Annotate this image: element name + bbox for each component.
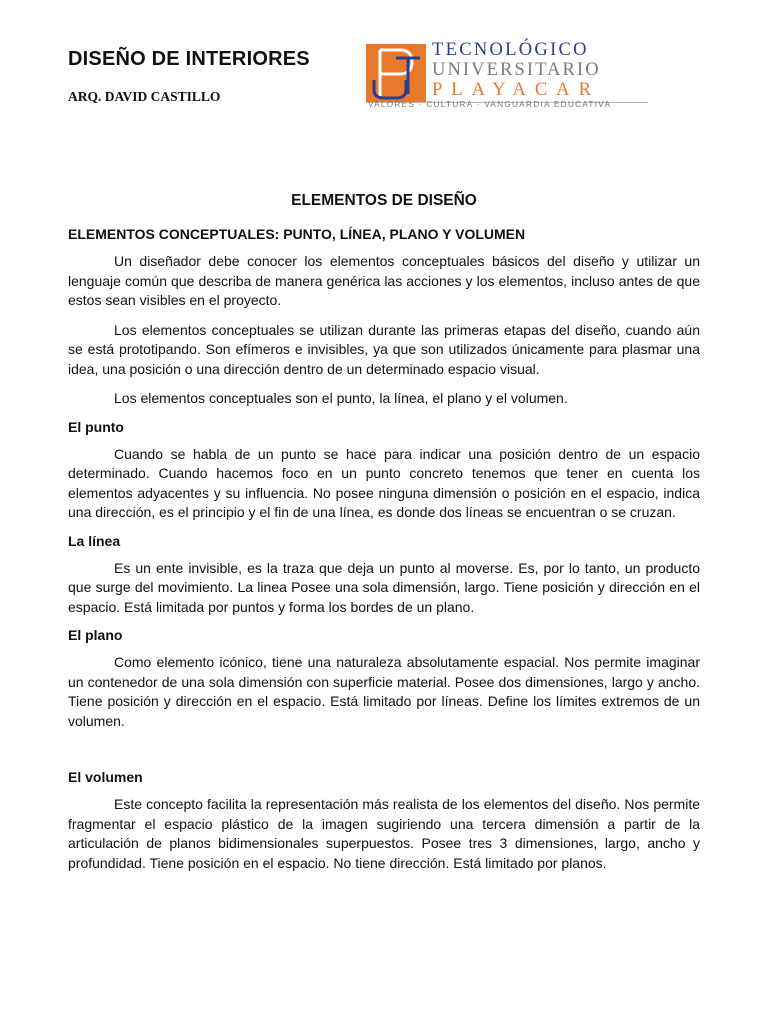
author-name: ARQ. DAVID CASTILLO bbox=[68, 89, 221, 104]
intro-paragraph: Los elementos conceptuales son el punto, la línea, el plano y el volumen. bbox=[114, 390, 568, 406]
section-subtitle: ELEMENTOS CONCEPTUALES: PUNTO, LÍNEA, PLANO Y VOLUMEN bbox=[68, 226, 526, 242]
intro-paragraph: Los elementos conceptuales se utilizan durante las primeras etapas del diseño, cuando aún se está prototipando. Son efímeros e invisibles, ya que son utilizados únicamente para plasmar una idea, una posición o una dirección dentro de un determinado espacio visual. bbox=[68, 321, 700, 377]
heading-plano: El plano bbox=[68, 627, 123, 643]
logo-line-1: TECNOLÓGICO bbox=[432, 40, 589, 60]
logo-line-3: PLAYACAR bbox=[432, 80, 600, 100]
spacer bbox=[68, 741, 700, 769]
paragraph-volumen: Este concepto facilita la representación más realista de los elementos del diseño. Nos permite fragmentar el espacio plástico de la imagen sugiriendo una tercera dimensión a partir de la articulación de planos bidimensionales superpuestos. Posee tres 3 dimensiones, largo, ancho y profundidad. Tiene posición en el espacio. No tiene dirección. Está limitado por planos. bbox=[68, 796, 700, 871]
university-logo bbox=[366, 40, 648, 112]
logo-wordmark bbox=[432, 40, 648, 100]
logo-line-2: UNIVERSITARIO bbox=[432, 60, 601, 80]
logo-monogram-icon bbox=[366, 44, 426, 102]
intro-paragraph: Un diseñador debe conocer los elementos conceptuales básicos del diseño y utilizar un lenguaje común que describa de manera genérica las acciones y los elementos, incluso antes de que estos sean visibles en el proyecto. bbox=[68, 253, 700, 308]
document-header bbox=[68, 48, 310, 105]
paragraph-linea: Es un ente invisible, es la traza que deja un punto al moverse. Es, por lo tanto, un producto que surge del movimiento. La linea Posee una sola dimensión, largo. Tiene posición y dirección en el espacio. Está limitada por puntos y forma los bordes de un plano. bbox=[68, 559, 700, 615]
paragraph-plano: Como elemento icónico, tiene una naturaleza absolutamente espacial. Nos permite imaginar un contenedor de una sola dimensión con superficie material. Posee dos dimensiones, largo y ancho. Tiene posición y dirección en el espacio. Está limitado por líneas. Define los límites extremos de un volumen. bbox=[68, 654, 700, 729]
heading-punto: El punto bbox=[68, 418, 124, 435]
section-title: ELEMENTOS DE DISEÑO bbox=[291, 192, 477, 209]
paragraph-punto: Cuando se habla de un punto se hace para indicar una posición dentro de un espacio determinado. Cuando hacemos foco en un punto concreto tenemos que tener en cuenta los elementos adyacentes y su influencia. No posee ninguna dimensión o posición en el espacio, indica una dirección, es el principio y el fin de una línea, es donde dos líneas se encuentran o se cruzan. bbox=[68, 445, 700, 520]
logo-tagline: VALORES · CULTURA · VANGUARDIA EDUCATIVA bbox=[368, 100, 612, 109]
heading-volumen: El volumen bbox=[68, 769, 143, 785]
document-body bbox=[68, 192, 700, 883]
heading-linea: La línea bbox=[68, 532, 121, 549]
document-title: DISEÑO DE INTERIORES bbox=[68, 48, 310, 70]
